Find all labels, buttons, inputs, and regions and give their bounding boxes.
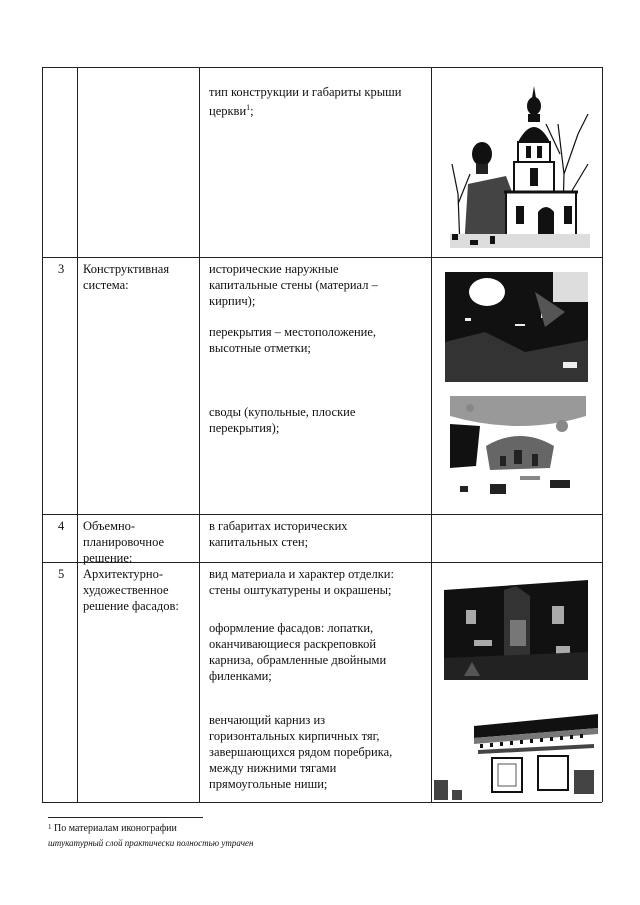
- table-border-top: [42, 67, 602, 68]
- row-number: 5: [58, 567, 65, 581]
- row-name: Объемно- планировочное решение:: [83, 519, 165, 565]
- vault-photo: [450, 396, 586, 500]
- row-item: оформление фасадов: лопатки, оканчивающиеся раскреповкой карниза, обрамленные двойными филенками;: [209, 621, 387, 683]
- row-name: Конструктивная система:: [83, 262, 170, 292]
- row-number: 4: [58, 519, 65, 533]
- row-item: тип конструкции и габариты крыши церкви$^1$;: [209, 85, 402, 119]
- row-item: перекрытия – местоположение, высотные отметки;: [209, 325, 377, 355]
- row-item: своды (купольные, плоские перекрытия);: [209, 405, 356, 435]
- row-item: исторические наружные капитальные стены (материал – кирпич);: [209, 262, 378, 308]
- column-divider: [77, 67, 78, 802]
- table-border-bottom: [42, 802, 602, 803]
- column-divider: [431, 67, 432, 802]
- row-divider: [42, 257, 602, 258]
- column-divider: [199, 67, 200, 802]
- row-item: в габаритах исторических капитальных стен;: [209, 519, 348, 549]
- footnote-mark: 1: [246, 103, 251, 112]
- row-divider: [42, 514, 602, 515]
- column-divider: [42, 67, 43, 802]
- cornice-photo: [434, 710, 598, 800]
- footnote-1: [48, 823, 177, 835]
- footnote-rule: [48, 817, 203, 818]
- interior-photo-dark: [445, 272, 588, 382]
- footnote-2: штукатурный слой практически полностью утрачен: [48, 838, 254, 848]
- row-item: вид материала и характер отделки: стены оштукатурены и окрашены;: [209, 567, 394, 597]
- footnote-text: По материалам иконографии: [54, 823, 177, 834]
- column-divider: [602, 67, 603, 802]
- facade-photo: [444, 566, 588, 680]
- row-name: Архитектурно- художественное решение фасадов:: [83, 567, 179, 613]
- footnote-mark: 1: [48, 823, 52, 831]
- row-number: 3: [58, 262, 65, 276]
- church-photo: [450, 84, 590, 248]
- row-item: венчающий карниз из горизонтальных кирпичных тяг, завершающихся рядом поребрика, между нижними тягами прямоугольные ниши;: [209, 713, 393, 791]
